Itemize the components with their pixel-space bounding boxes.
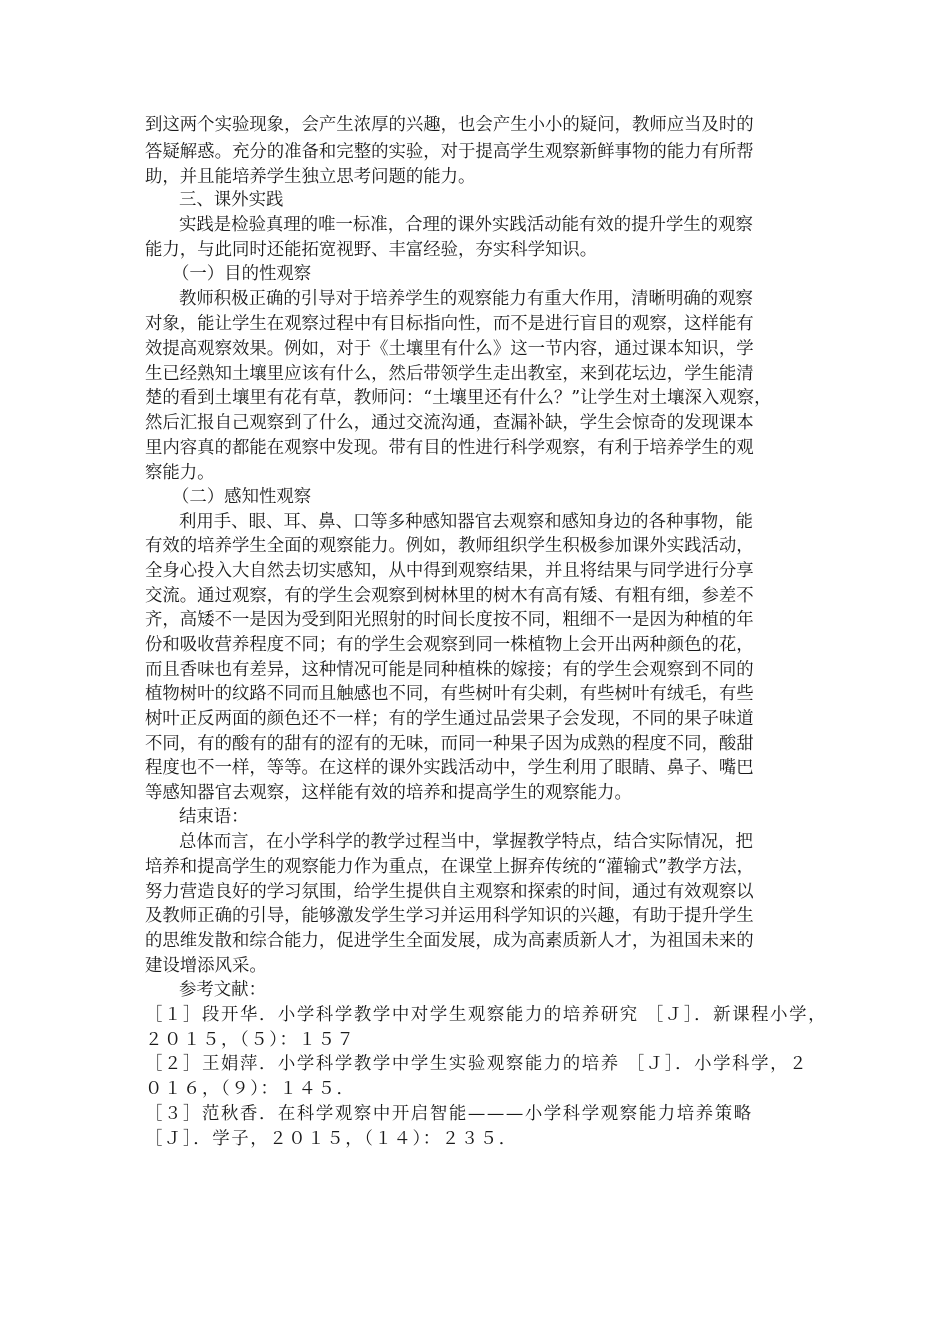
body-text-line: 答疑解惑。充分的准备和完整的实验，对于提高学生观察新鲜事物的能力有所帮 xyxy=(145,142,754,162)
reference-line: ２０１５，（５）：１５７ xyxy=(145,1030,356,1050)
reference-line: ０１６，（９）：１４５． xyxy=(145,1079,356,1099)
body-text-line: 不同，有的酸有的甜有的涩有的无味，而同一种果子因为成熟的程度不同，酸甜 xyxy=(145,734,754,754)
body-text-line: 利用手、眼、耳、鼻、口等多种感知器官去观察和感知身边的各种事物，能 xyxy=(179,512,753,532)
body-text-line: 能力，与此同时还能拓宽视野、丰富经验，夯实科学知识。 xyxy=(145,240,598,260)
reference-line: ［３］范秋香．在科学观察中开启智能———小学科学观察能力培养策略 xyxy=(145,1104,753,1124)
reference-line: ［１］段开华．小学科学教学中对学生观察能力的培养研究 ［Ｊ］．新课程小学， xyxy=(145,1005,828,1025)
body-text-line: 助，并且能培养学生独立思考问题的能力。 xyxy=(145,167,476,187)
body-text-line: 总体而言，在小学科学的教学过程当中，掌握教学特点，结合实际情况，把 xyxy=(179,832,753,852)
body-text-line: 效提高观察效果。例如，对于《土壤里有什么》这一节内容，通过课本知识，学 xyxy=(145,339,754,359)
body-text-line: 实践是检验真理的唯一标准，合理的课外实践活动能有效的提升学生的观察 xyxy=(179,215,753,235)
body-text-line: 有效的培养学生全面的观察能力。例如，教师组织学生积极参加课外实践活动， xyxy=(145,536,754,556)
body-text-line: 及教师正确的引导，能够激发学生学习并运用科学知识的兴趣，有助于提升学生 xyxy=(145,906,754,926)
subsection-heading: （二）感知性观察 xyxy=(172,487,312,507)
reference-line: ［２］王娟萍．小学科学教学中学生实验观察能力的培养 ［Ｊ］．小学科学，２ xyxy=(145,1054,809,1074)
references-heading: 参考文献： xyxy=(179,980,266,1000)
section-heading: 三、课外实践 xyxy=(179,190,284,210)
body-text-line: 察能力。 xyxy=(145,463,215,483)
body-text-line: 里内容真的都能在观察中发现。带有目的性进行科学观察，有利于培养学生的观 xyxy=(145,438,754,458)
body-text-line: 建设增添风采。 xyxy=(145,956,267,976)
body-text-line: 生已经熟知土壤里应该有什么，然后带领学生走出教室，来到花坛边，学生能清 xyxy=(145,364,754,384)
body-text-line: 然后汇报自己观察到了什么，通过交流沟通，查漏补缺，学生会惊奇的发现课本 xyxy=(145,413,754,433)
body-text-line: 楚的看到土壤里有花有草，教师问：“土壤里还有什么？”让学生对土壤深入观察， xyxy=(145,388,772,408)
body-text-line: 份和吸收营养程度不同；有的学生会观察到同一株植物上会开出两种颜色的花， xyxy=(145,635,754,655)
body-text-line: 的思维发散和综合能力，促进学生全面发展，成为高素质新人才，为祖国未来的 xyxy=(145,931,754,951)
body-text-line: 植物树叶的纹路不同而且触感也不同，有些树叶有尖刺，有些树叶有绒毛，有些 xyxy=(145,684,754,704)
body-text-line: 交流。通过观察，有的学生会观察到树林里的树木有高有矮、有粗有细，参差不 xyxy=(145,586,754,606)
body-text-line: 培养和提高学生的观察能力作为重点，在课堂上摒弃传统的“灌输式”教学方法， xyxy=(145,857,755,877)
body-text-line: 教师积极正确的引导对于培养学生的观察能力有重大作用，清晰明确的观察 xyxy=(179,289,753,309)
body-text-line: 等感知器官去观察，这样能有效的培养和提高学生的观察能力。 xyxy=(145,783,632,803)
body-text-line: 全身心投入大自然去切实感知，从中得到观察结果，并且将结果与同学进行分享 xyxy=(145,561,754,581)
body-text-line: 而且香味也有差异，这种情况可能是同种植株的嫁接；有的学生会观察到不同的 xyxy=(145,660,754,680)
body-text-line: 树叶正反两面的颜色还不一样；有的学生通过品尝果子会发现，不同的果子味道 xyxy=(145,709,754,729)
subsection-heading: （一）目的性观察 xyxy=(172,264,312,284)
body-text-line: 努力营造良好的学习氛围，给学生提供自主观察和探索的时间，通过有效观察以 xyxy=(145,882,754,902)
conclusion-heading: 结束语： xyxy=(179,807,249,827)
body-text-line: 齐，高矮不一是因为受到阳光照射的时间长度按不同，粗细不一是因为种植的年 xyxy=(145,610,754,630)
body-text-line: 对象，能让学生在观察过程中有目标指向性，而不是进行盲目的观察，这样能有 xyxy=(145,314,754,334)
reference-line: ［Ｊ］．学子，２０１５，（１４）：２３５． xyxy=(145,1129,518,1149)
body-text-line: 程度也不一样，等等。在这样的课外实践活动中，学生利用了眼睛、鼻子、嘴巴 xyxy=(145,758,754,778)
body-text-line: 到这两个实验现象，会产生浓厚的兴趣，也会产生小小的疑问，教师应当及时的 xyxy=(145,115,754,135)
